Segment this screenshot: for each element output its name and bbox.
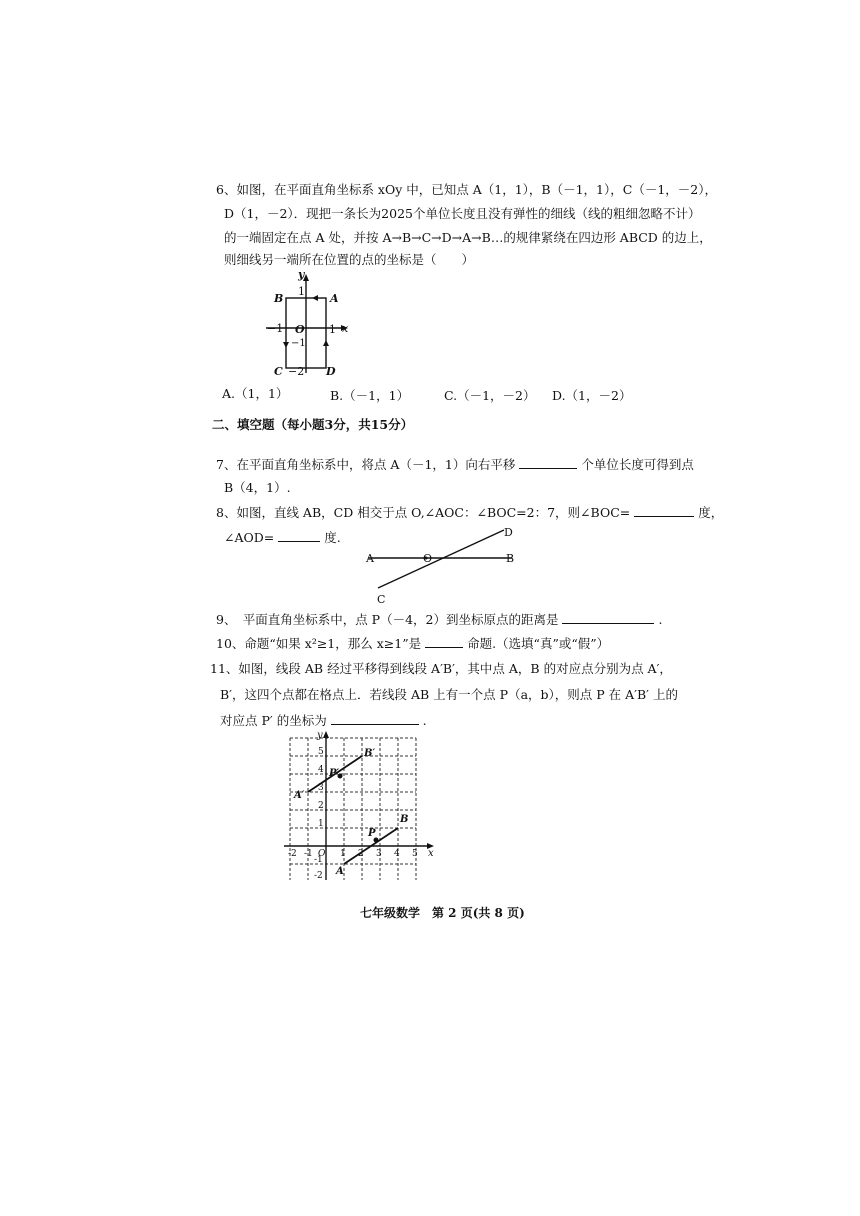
q8-text-a: 8、如图，直线 AB，CD 相交于点 O,∠AOC：∠BOC=2：7，则∠BOC= bbox=[216, 505, 631, 520]
q11-fig-P: P bbox=[368, 828, 376, 839]
q11-fig-xtick-5: 5 bbox=[412, 849, 418, 859]
q11-line3 bbox=[220, 711, 427, 730]
q6-line1: 6、如图，在平面直角坐标系 xOy 中，已知点 A（1，1），B（－1，1），C（－1，－2）， bbox=[216, 182, 717, 197]
q6-figure bbox=[262, 268, 362, 378]
q6-option-a: A.（1，1） bbox=[222, 386, 289, 401]
q11-line2: B′，这四个点都在格点上．若线段 AB 上有一个点 P（a，b），则点 P 在 A′B′ 上的 bbox=[220, 687, 678, 702]
q11-fig-ytick-5: 5 bbox=[318, 747, 324, 757]
q6-fig-neg1: −1 bbox=[267, 322, 284, 335]
q6-fig-one-top: 1 bbox=[298, 285, 305, 298]
q11-fig-P-prime: P′ bbox=[329, 768, 340, 779]
q11-fig-ytick-4: 4 bbox=[318, 765, 324, 775]
q11-fig-y: y bbox=[317, 730, 323, 741]
q9-line bbox=[216, 610, 662, 629]
q8-text-c: ∠AOD= bbox=[224, 530, 275, 545]
q11-fig-A: A bbox=[336, 866, 344, 877]
q8-text-b: 度， bbox=[698, 505, 724, 520]
q9-text-b: . bbox=[658, 612, 663, 627]
q6-fig-one-right: 1 bbox=[329, 323, 336, 336]
q6-fig-D: D bbox=[326, 365, 336, 378]
q6-fig-O: O bbox=[295, 323, 305, 336]
q11-text-a: 对应点 P′ 的坐标为 bbox=[220, 713, 327, 728]
q11-fig-B-prime: B′ bbox=[364, 748, 376, 759]
q8-text-d: 度. bbox=[324, 530, 341, 545]
q6-fig-y: y bbox=[298, 268, 305, 281]
q7-line1 bbox=[216, 455, 694, 474]
q11-fig-xtick-3: 3 bbox=[376, 849, 382, 859]
q7-blank[interactable] bbox=[519, 455, 577, 469]
q6-line4: 则细线另一端所在位置的点的坐标是（ ） bbox=[224, 252, 475, 267]
q10-text-b: 命题.（选填“真”或“假”） bbox=[467, 636, 610, 651]
q11-fig-x: x bbox=[428, 848, 434, 859]
q11-blank[interactable] bbox=[331, 711, 419, 725]
q11-fig-ytick-3: 3 bbox=[318, 783, 324, 793]
q11-text-b: . bbox=[422, 713, 427, 728]
q8-blank-boc[interactable] bbox=[634, 503, 694, 517]
q11-fig-ytick-neg2: -2 bbox=[314, 871, 323, 880]
q11-fig-B: B bbox=[400, 814, 409, 825]
q11-fig-xtick-neg2: -2 bbox=[288, 849, 297, 859]
q6-fig-neg1-axis: −1 bbox=[291, 338, 306, 349]
q6-option-d: D.（1，－2） bbox=[552, 388, 632, 403]
q8-fig-O: O bbox=[423, 552, 433, 565]
q8-fig-D: D bbox=[504, 526, 513, 539]
page-footer: 七年级数学 第 2 页(共 8 页) bbox=[360, 906, 525, 920]
q6-fig-neg2: −2 bbox=[288, 365, 305, 378]
q11-line1: 11、如图，线段 AB 经过平移得到线段 A′B′，其中点 A，B 的对应点分别为点 A′， bbox=[210, 661, 672, 676]
q11-fig-A-prime: A′ bbox=[294, 790, 305, 801]
q11-fig-xtick-1: 1 bbox=[340, 849, 346, 859]
q7-text-b: 个单位长度可得到点 bbox=[581, 457, 694, 472]
q10-text-a: 10、命题“如果 x²≥1，那么 x≥1”是 bbox=[216, 636, 422, 651]
q10-blank[interactable] bbox=[425, 634, 463, 648]
q8-line2 bbox=[224, 528, 341, 547]
q6-line2: D（1，－2）．现把一条长为2025个单位长度且没有弹性的细线（线的粗细忽略不计） bbox=[224, 206, 701, 221]
q8-fig-C: C bbox=[377, 593, 386, 606]
q8-figure bbox=[360, 520, 530, 610]
q6-option-c: C.（－1，－2） bbox=[444, 388, 536, 403]
q10-line bbox=[216, 634, 609, 653]
q8-fig-A: A bbox=[366, 552, 374, 565]
q6-fig-A: A bbox=[330, 292, 339, 305]
section2-heading: 二、填空题（每小题3分，共15分） bbox=[212, 417, 414, 432]
q11-fig-ytick-neg1: -1 bbox=[314, 855, 323, 865]
q11-fig-xtick-2: 2 bbox=[358, 849, 364, 859]
q6-fig-C: C bbox=[274, 365, 283, 378]
q11-fig-origin: O bbox=[318, 849, 326, 859]
q11-grid-figure bbox=[282, 730, 442, 880]
q11-fig-xtick-neg1: -1 bbox=[304, 849, 313, 859]
q11-fig-xtick-4: 4 bbox=[394, 849, 400, 859]
q6-option-b: B.（－1，1） bbox=[330, 388, 410, 403]
q6-line3: 的一端固定在点 A 处，并按 A→B→C→D→A→B…的规律紧绕在四边形 ABCD 的边上， bbox=[224, 230, 712, 245]
q11-fig-ytick-2: 2 bbox=[318, 801, 324, 811]
q6-fig-B: B bbox=[274, 292, 284, 305]
q9-blank[interactable] bbox=[562, 610, 654, 624]
q7-line2: B（4，1）. bbox=[224, 480, 291, 495]
q8-fig-B: B bbox=[506, 552, 515, 565]
q9-text-a: 9、 平面直角坐标系中，点 P（－4，2）到坐标原点的距离是 bbox=[216, 612, 559, 627]
q11-fig-ytick-1: 1 bbox=[318, 819, 324, 829]
q6-fig-x: x bbox=[342, 322, 349, 335]
q8-blank-aod[interactable] bbox=[278, 528, 320, 542]
q7-text-a: 7、在平面直角坐标系中，将点 A（－1，1）向右平移 bbox=[216, 457, 516, 472]
